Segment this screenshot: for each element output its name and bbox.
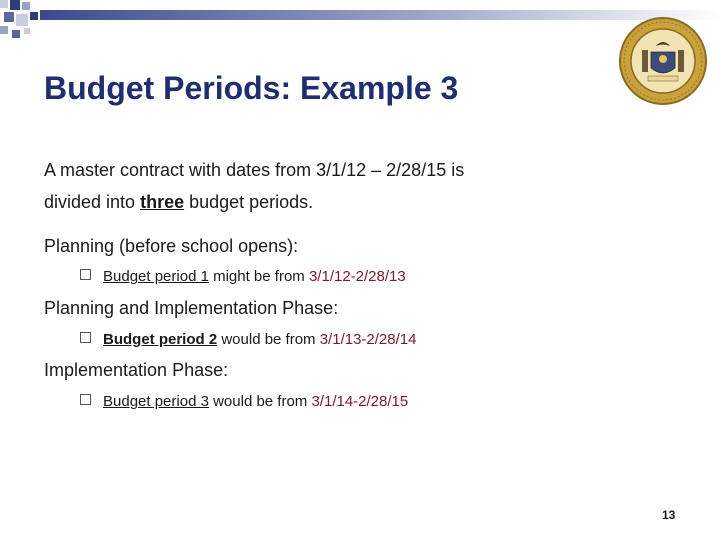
- bullet-budget-period-2: [80, 331, 416, 348]
- page-number: 13: [662, 508, 676, 522]
- university-seal-logo: [618, 16, 708, 106]
- checkbox-bullet-icon: [80, 332, 91, 343]
- section-heading-implementation: Implementation Phase:: [44, 360, 229, 380]
- intro-line-2-end: budget periods.: [184, 192, 314, 212]
- bullet-label: Budget period 2: [103, 331, 218, 348]
- intro-line-2-start: divided into: [44, 192, 141, 212]
- intro-line-2: [44, 192, 313, 213]
- bullet-connector: would be from: [217, 331, 320, 348]
- section-heading-planning: Planning (before school opens):: [44, 236, 299, 256]
- header-band-graphic: [0, 0, 720, 48]
- checkbox-bullet-icon: [80, 394, 91, 405]
- section-heading-planning-implementation: Planning and Implementation Phase:: [44, 298, 339, 318]
- checkbox-bullet-icon: [80, 269, 91, 280]
- bullet-dates: 3/1/13-2/28/14: [319, 331, 417, 348]
- intro-emphasis-three: three: [140, 192, 185, 212]
- bullet-label: Budget period 1: [103, 268, 209, 285]
- bullet-dates: 3/1/12-2/28/13: [308, 268, 406, 285]
- header-decoration: [0, 0, 720, 48]
- intro-line-1: A master contract with dates from 3/1/12 – 2/28/15 is: [44, 160, 465, 180]
- bullet-connector: might be from: [208, 268, 309, 285]
- bullet-connector: would be from: [208, 393, 312, 410]
- bullet-label: Budget period 3: [103, 393, 209, 410]
- bullet-dates: 3/1/14-2/28/15: [311, 393, 409, 410]
- bullet-budget-period-1: [80, 268, 406, 285]
- bullet-budget-period-3: [80, 393, 408, 410]
- slide-title: Budget Periods: Example 3: [44, 70, 459, 106]
